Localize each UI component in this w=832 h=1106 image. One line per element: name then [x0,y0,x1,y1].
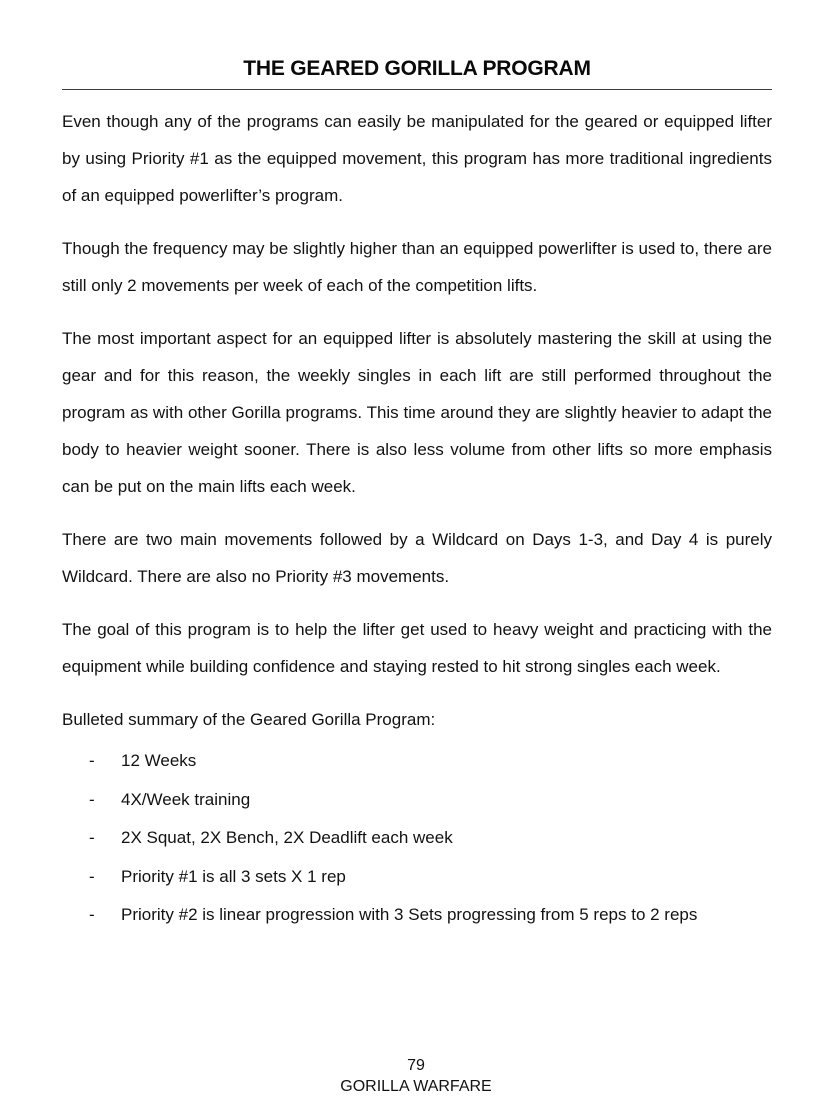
body-text [62,103,772,935]
bullet-list [62,742,772,935]
bullet-text: Priority #1 is all 3 sets X 1 rep [121,866,346,886]
bullet-item [62,896,772,935]
bullet-marker: - [89,866,95,886]
paragraph: Even though any of the programs can easily be manipulated for the geared or equipped lifter by using Priority #1 as the equipped movement, this program has more traditional ingredients of an equipped powerlifter’s program. [62,112,772,205]
page-footer [0,1055,832,1097]
footer-page-number: 79 [407,1057,425,1074]
bullet-text: 4X/Week training [121,789,251,809]
bullet-text: Priority #2 is linear progression with 3 Sets progressing from 5 reps to 2 reps [121,905,698,924]
footer-book-title: GORILLA WARFARE [340,1078,492,1095]
bullet-marker: - [89,828,95,847]
bullet-marker: - [89,751,95,770]
paragraph: The most important aspect for an equipped lifter is absolutely mastering the skill at using the gear and for this reason, the weekly singles in each lift are still performed throughout the program as with other Gorilla programs. This time around they are slightly heavier to adapt the body to heavier weight sooner. There is also less volume from other lifts so more emphasis can be put on the main lifts each week. [62,329,772,496]
bullet-item [62,781,772,820]
bullet-marker: - [89,789,95,809]
title-divider [62,89,772,90]
bullet-item [62,819,772,858]
bullet-item [62,742,772,781]
paragraph: The goal of this program is to help the lifter get used to heavy weight and practicing with the equipment while building confidence and staying rested to hit strong singles each week. [62,620,772,676]
paragraph: Though the frequency may be slightly higher than an equipped powerlifter is used to, there are still only 2 movements per week of each of the competition lifts. [62,239,772,295]
bullet-text: 2X Squat, 2X Bench, 2X Deadlift each week [121,828,453,847]
bullet-marker: - [89,905,95,924]
bullet-text: 12 Weeks [121,751,197,770]
paragraph: There are two main movements followed by a Wildcard on Days 1-3, and Day 4 is purely Wildcard. There are also no Priority #3 movements. [62,530,772,586]
page-title: THE GEARED GORILLA PROGRAM [243,57,591,80]
bullet-item [62,858,772,897]
bullet-list-intro: Bulleted summary of the Geared Gorilla Program: [62,710,436,729]
